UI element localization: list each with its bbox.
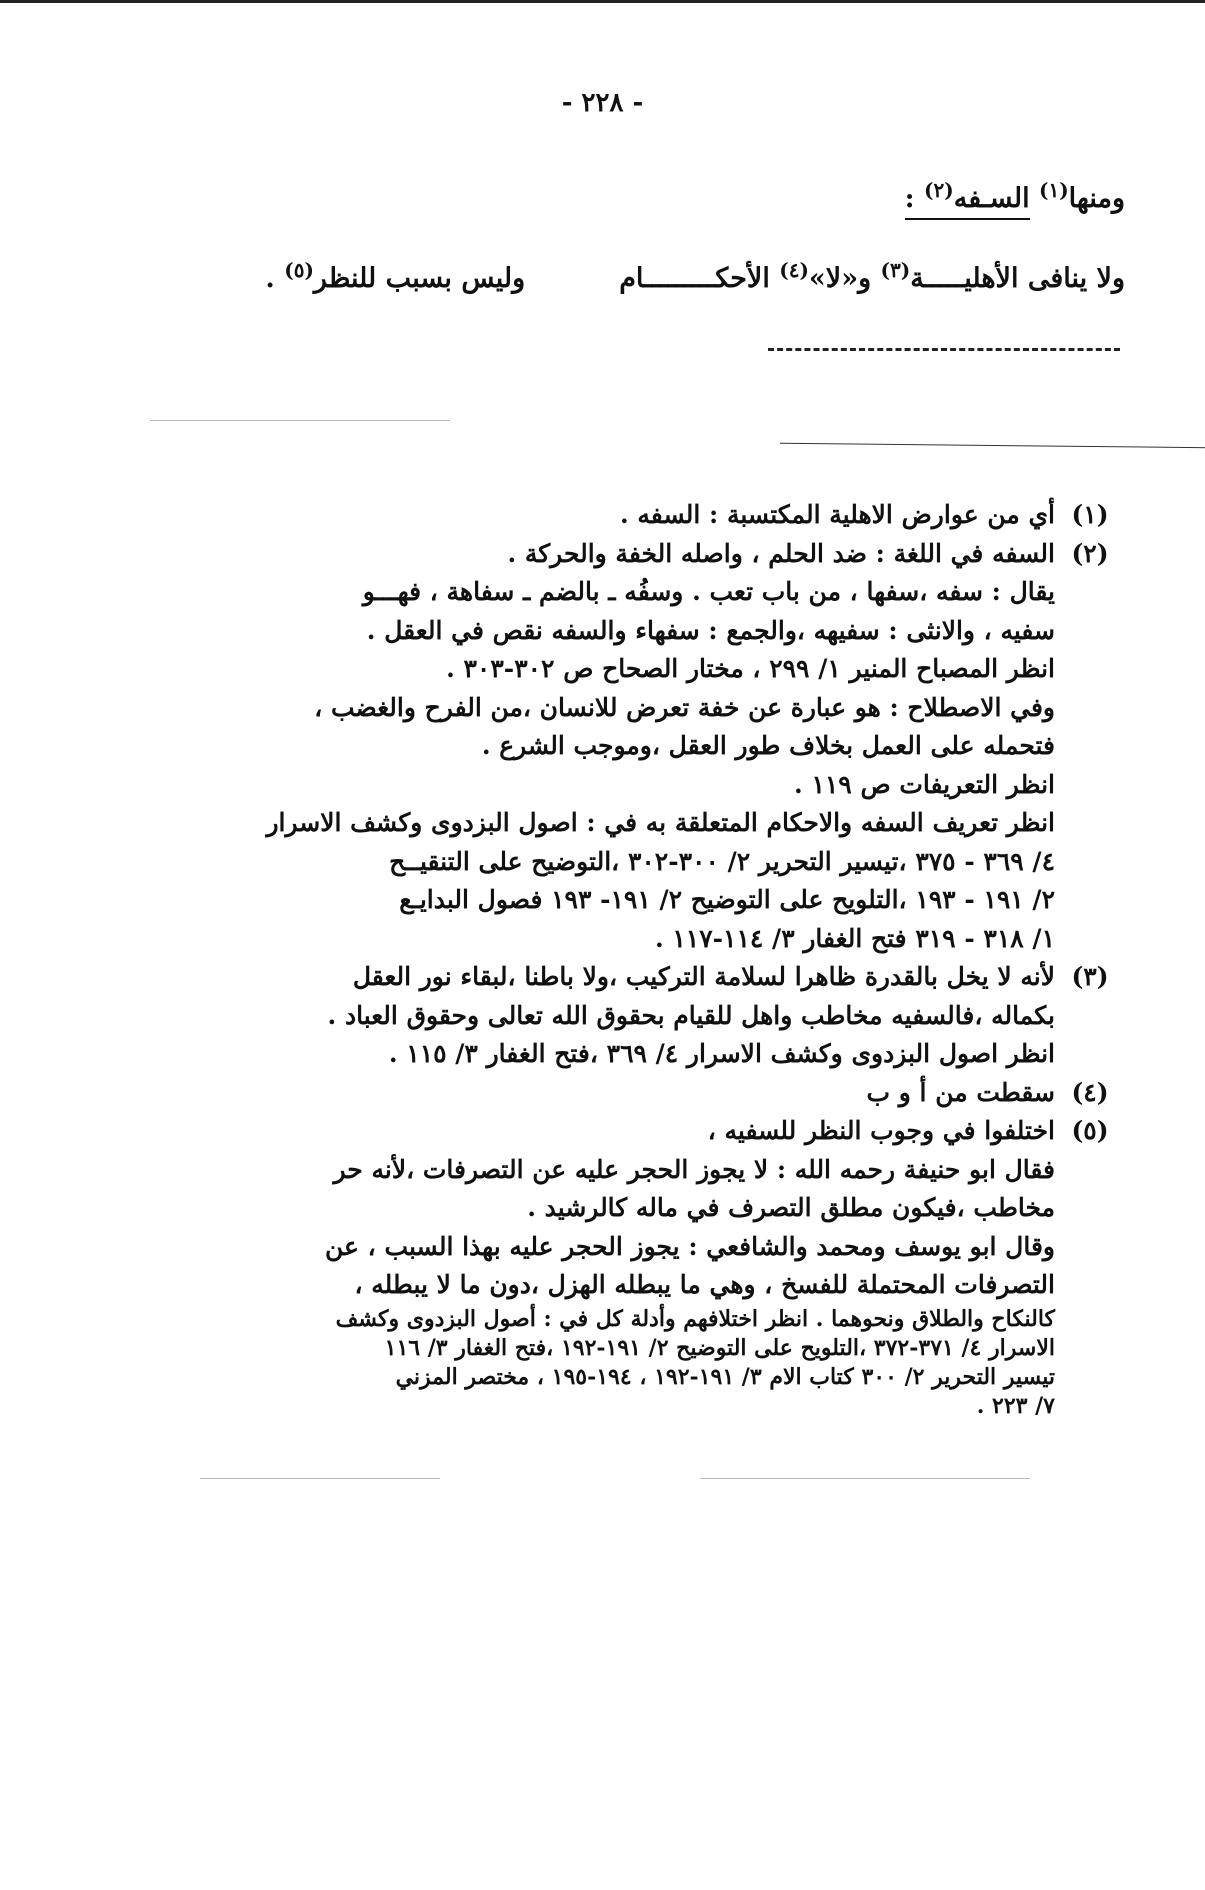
footnote-line: وقال ابو يوسف ومحمد والشافعي : يجوز الحجر عليه بهذا السبب ، عن xyxy=(325,1231,1055,1261)
footnote-4 xyxy=(75,1074,1125,1113)
main-end: . xyxy=(265,263,275,294)
main-text-line-2 xyxy=(75,258,1125,294)
footnote-line: سقطت من أ و ب xyxy=(866,1077,1055,1107)
dashed-separator xyxy=(768,348,1120,351)
footnote-line: ١/ ٣١٨ - ٣١٩ فتح الغفار ٣/ ١١٤-١١٧ . xyxy=(654,923,1055,953)
footnote-line: سفيه ، والانثى : سفيهه ،والجمع : سفهاء والسفه نقص في العقل . xyxy=(366,615,1055,645)
footnote-number: (٣) xyxy=(1071,962,1109,991)
footnote-line: فتحمله على العمل بخلاف طور العقل ،وموجب الشرع . xyxy=(481,731,1055,760)
footnote-line: وفي الاصطلاح : هو عبارة عن خفة تعرض للانسان ،من الفرح والغضب ، xyxy=(314,692,1055,722)
footnote-5 xyxy=(75,1112,1125,1421)
footnote-body xyxy=(75,1112,1055,1421)
main-prefix: ومنها xyxy=(1068,183,1125,214)
top-border xyxy=(0,0,1205,3)
footnote-line: كالنكاح والطلاق ونحوهما . انظر اختلافهم وأدلة كل في : أصول البزدوى وكشف xyxy=(335,1305,1055,1332)
footnote-2 xyxy=(75,535,1125,959)
footnote-line: أي من عوارض الاهلية المكتسبة : السفه . xyxy=(619,500,1055,529)
faint-rule xyxy=(150,420,450,421)
footnote-ref-1: (١) xyxy=(1038,178,1069,202)
footnote-body xyxy=(75,535,1055,959)
footnote-1 xyxy=(75,496,1125,535)
footnote-line: لأنه لا يخل بالقدرة ظاهرا لسلامة التركيب ،ولا باطنا ،لبقاء نور العقل xyxy=(352,962,1055,991)
footnote-line: ٧/ ٢٢٣ . xyxy=(976,1392,1055,1419)
footnote-number: (٤) xyxy=(1071,1077,1109,1107)
page-number: - ٢٢٨ - xyxy=(561,88,644,118)
footnote-line: مخاطب ،فيكون مطلق التصرف في ماله كالرشيد . xyxy=(527,1193,1055,1222)
footnote-ref-2: (٢) xyxy=(924,178,954,202)
footnote-line: انظر التعريفات ص ١١٩ . xyxy=(794,769,1055,799)
faint-rule-bottom-right xyxy=(700,1478,1030,1479)
footnote-number: (٥) xyxy=(1071,1116,1109,1145)
footnote-line: انظر اصول البزدوى وكشف الاسرار ٤/ ٣٦٩ ،فتح الغفار ٣/ ١١٥ . xyxy=(388,1039,1055,1068)
main-colon: : xyxy=(904,183,915,214)
footnote-ref-4: (٤) xyxy=(779,258,809,282)
footnote-body xyxy=(75,1074,1055,1113)
footnote-line: تيسير التحرير ٢/ ٣٠٠ كتاب الام ٣/ ١٩١-١٩٢ ، ١٩٤-١٩٥ ، مختصر المزني xyxy=(395,1363,1055,1390)
faint-rule-bottom-left xyxy=(200,1478,440,1479)
main-term xyxy=(904,178,1030,220)
footnote-line: التصرفات المحتملة للفسخ ، وهي ما يبطله الهزل ،دون ما لا يبطله ، xyxy=(354,1270,1055,1299)
footnote-line: انظر تعريف السفه والاحكام المتعلقة به في : اصول البزدوى وكشف الاسرار xyxy=(266,808,1055,837)
footnote-line: ٢/ ١٩١ - ١٩٣ ،التلويح على التوضيح ٢/ ١٩١- ١٩٣ فصول البدايـع xyxy=(399,885,1055,914)
main-part-2: و«لا» xyxy=(808,263,872,294)
footnote-3 xyxy=(75,958,1125,1074)
footnote-body xyxy=(75,958,1055,1074)
footnote-number: (٢) xyxy=(1071,538,1109,568)
footnote-line: بكماله ،فالسفيه مخاطب واهل للقيام بحقوق الله تعالى وحقوق العباد . xyxy=(327,1000,1055,1030)
footnote-line: يقال : سفه ،سفها ، من باب تعب . وسفُه ـ بالضم ـ سفاهة ، فهـــو xyxy=(362,577,1055,606)
footnote-line: فقال ابو حنيفة رحمه الله : لا يجوز الحجر عليه عن التصرفات ،لأنه حر xyxy=(333,1154,1055,1184)
main-part-1: ولا ينافى الأهليـــــة xyxy=(910,263,1125,294)
footnote-line: انظر المصباح المنير ١/ ٢٩٩ ، مختار الصحاح ص ٣٠٢-٣٠٣ . xyxy=(446,654,1055,683)
main-term-text: السـفه xyxy=(953,183,1030,214)
footnote-ref-5: (٥) xyxy=(284,258,314,282)
main-part-4: وليس بسبب للنظر xyxy=(313,263,526,294)
footnote-number: (١) xyxy=(1071,500,1109,529)
footnote-line: ٤/ ٣٦٩ - ٣٧٥ ،تيسير التحرير ٢/ ٣٠٠-٣٠٢ ،التوضيح على التنقيــح xyxy=(389,846,1055,876)
footnotes xyxy=(75,496,1125,1421)
footnote-body xyxy=(75,496,1055,535)
footnote-line: الاسرار ٤/ ٣٧١-٣٧٢ ،التلويح على التوضيح ٢/ ١٩١-١٩٢ ،فتح الغفار ٣/ ١١٦ xyxy=(384,1334,1055,1361)
footnote-separator xyxy=(780,443,1205,449)
main-part-3: الأحكـــــــــام xyxy=(619,263,770,294)
footnote-line: السفه في اللغة : ضد الحلم ، واصله الخفة والحركة . xyxy=(507,538,1055,568)
main-text-line-1 xyxy=(75,178,1125,214)
footnote-line: اختلفوا في وجوب النظر للسفيه ، xyxy=(707,1116,1055,1145)
footnote-ref-3: (٣) xyxy=(880,258,911,282)
